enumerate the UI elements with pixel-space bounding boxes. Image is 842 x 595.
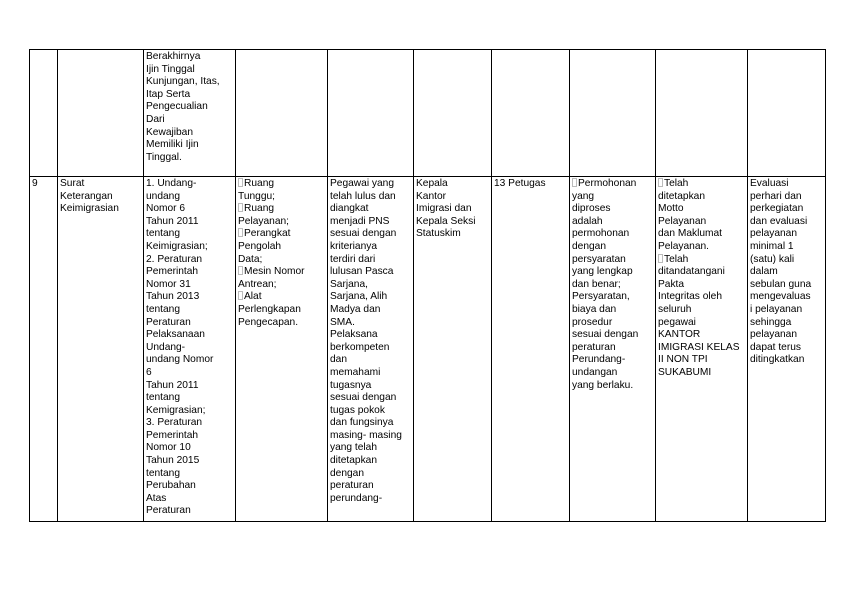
cell-text-line: 2. Peraturan <box>146 253 203 265</box>
cell-text-line: yang telah <box>330 442 378 454</box>
cell-text-line: Pelayanan <box>658 215 707 227</box>
cell-text-line: Motto <box>658 203 684 215</box>
cell-text-line: dalam <box>750 266 778 278</box>
cell-pengawasan <box>414 177 492 522</box>
bullet-icon <box>658 254 663 263</box>
cell-text-line: Keimigrasian; <box>146 240 208 252</box>
cell-pengawasan <box>414 50 492 177</box>
cell-text-line: Undang- <box>146 341 186 353</box>
cell-text-line: Ruang <box>238 178 325 191</box>
cell-text-line: dengan <box>572 240 606 252</box>
cell-text-line: seluruh <box>658 303 692 315</box>
cell-text-line: Atas <box>146 492 167 504</box>
cell-jenis <box>58 177 144 522</box>
cell-text-line: Perlengkapan <box>238 303 301 315</box>
cell-text-line: Integritas oleh <box>658 291 722 303</box>
cell-keamanan <box>656 50 748 177</box>
cell-text-line: sesuai dengan <box>572 329 639 341</box>
bullet-icon <box>238 266 243 275</box>
cell-text-line: tugasnya <box>330 379 372 391</box>
cell-text-line: diproses <box>572 203 611 215</box>
cell-text-line: 6 <box>146 366 152 378</box>
cell-text-line: Pemerintah <box>146 266 199 278</box>
cell-text-line: Tahun 2015 <box>146 455 200 467</box>
bullet-icon <box>238 228 243 237</box>
cell-dasar-hukum <box>144 177 236 522</box>
cell-text-line: berkompeten <box>330 341 390 353</box>
cell-sarana <box>236 177 328 522</box>
cell-jaminan <box>570 177 656 522</box>
cell-text-line: Pelaksana <box>330 329 378 341</box>
cell-text-line: Tunggu; <box>238 190 276 202</box>
cell-text-line: tentang <box>146 392 180 404</box>
cell-text-line: pelayanan <box>750 228 798 240</box>
cell-text-line: tentang <box>146 467 180 479</box>
cell-text-line: Nomor 31 <box>146 278 191 290</box>
cell-text-line: Telah <box>658 254 745 267</box>
cell-text-line: perkegiatan <box>750 203 804 215</box>
cell-text-line: IMIGRASI KELAS <box>658 341 740 353</box>
cell-text-line: dan benar; <box>572 278 621 290</box>
cell-text-line: yang berlaku. <box>572 379 634 391</box>
cell-text-line: Sarjana, Alih <box>330 291 388 303</box>
cell-text-line: sesuai dengan <box>330 392 397 404</box>
cell-text-line: Pengecapan. <box>238 316 299 328</box>
cell-evaluasi <box>748 50 826 177</box>
cell-text-line: Permohonan <box>572 178 653 191</box>
cell-no: 9 <box>30 177 58 522</box>
cell-text-line: Kemigrasian; <box>146 404 206 416</box>
cell-text-line: dan evaluasi <box>750 215 808 227</box>
bullet-icon <box>238 291 243 300</box>
cell-text-line: Antrean; <box>238 278 277 290</box>
cell-text-line: Keimigrasian <box>60 203 119 215</box>
cell-text-line: Madya dan <box>330 303 381 315</box>
cell-text-line: Perangkat <box>238 228 325 241</box>
cell-text-line: pelayanan <box>750 329 798 341</box>
cell-text-line: permohonan <box>572 228 630 240</box>
cell-text-line: Berakhirnya <box>146 51 201 62</box>
cell-text-line: Kantor <box>416 190 447 202</box>
cell-text-line: mengevaluas <box>750 291 811 303</box>
cell-text-line: kriterianya <box>330 240 377 252</box>
cell-evaluasi <box>748 177 826 522</box>
cell-jenis <box>58 50 144 177</box>
cell-text-line: Kepala Seksi <box>416 215 476 227</box>
cell-text-line: Kewajiban <box>146 126 194 138</box>
cell-text-line: dan <box>330 354 347 366</box>
cell-keamanan <box>656 177 748 522</box>
cell-text-line: 1. Undang- <box>146 178 197 189</box>
cell-text-line: ditandatangani <box>658 266 725 278</box>
cell-text-line: Pengecualian <box>146 101 208 113</box>
cell-text-line: tentang <box>146 228 180 240</box>
cell-text-line: Tahun 2011 <box>146 379 199 391</box>
bullet-icon <box>238 203 243 212</box>
cell-text-line: Ijin Tinggal <box>146 63 195 75</box>
cell-text-line: biaya dan <box>572 303 617 315</box>
cell-text-line: Nomor 10 <box>146 442 191 454</box>
service-standard-table <box>29 49 826 522</box>
cell-text-line: Pengolah <box>238 240 282 252</box>
cell-text-line: Surat <box>60 178 85 189</box>
cell-text-line: sebulan guna <box>750 278 812 290</box>
cell-text-line: terdiri dari <box>330 253 376 265</box>
cell-text-line: Tinggal. <box>146 151 182 163</box>
cell-text-line: prosedur <box>572 316 613 328</box>
cell-text-line: sehingga <box>750 316 792 328</box>
table-row <box>30 50 826 177</box>
cell-text-line: Keterangan <box>60 190 113 202</box>
cell-text-line: Pegawai yang <box>330 178 395 189</box>
cell-text-line: minimal 1 <box>750 240 794 252</box>
cell-text-line: undang Nomor <box>146 354 214 366</box>
cell-text-line: peraturan <box>330 480 374 492</box>
cell-text-line: Telah <box>658 178 745 191</box>
cell-text-line: ditetapkan <box>658 190 706 202</box>
cell-dasar-hukum <box>144 50 236 177</box>
cell-text-line: masing- masing <box>330 429 402 441</box>
cell-text-line: II NON TPI <box>658 354 708 366</box>
cell-text-line: i pelayanan <box>750 303 803 315</box>
cell-text-line: 3. Peraturan <box>146 417 203 429</box>
cell-text-line: Evaluasi <box>750 178 789 189</box>
cell-text-line: dan fungsinya <box>330 417 394 429</box>
cell-text-line: tentang <box>146 303 180 315</box>
cell-text-line: Pemerintah <box>146 429 199 441</box>
cell-text-line: Kepala <box>416 178 448 189</box>
cell-text-line: ditetapkan <box>330 455 378 467</box>
cell-text-line: telah lulus dan <box>330 190 396 202</box>
cell-text-line: Dari <box>146 113 165 125</box>
cell-text-line: Pelayanan. <box>658 240 709 252</box>
cell-no <box>30 50 58 177</box>
cell-text-line: perundang- <box>330 492 383 504</box>
cell-text-line: undangan <box>572 366 618 378</box>
cell-text-line: persyaratan <box>572 253 626 265</box>
cell-text-line: Memiliki Ijin <box>146 139 199 151</box>
cell-jumlah <box>492 50 570 177</box>
cell-text-line: Persyaratan, <box>572 291 630 303</box>
cell-text-line: SUKABUMI <box>658 366 712 378</box>
cell-text-line: Pakta <box>658 278 685 290</box>
cell-text-line: dan Maklumat <box>658 228 722 240</box>
cell-text-line: Perundang- <box>572 354 626 366</box>
table-row <box>30 177 826 522</box>
cell-text-line: Alat <box>238 291 325 304</box>
cell-text-line: Mesin Nomor <box>238 266 325 279</box>
cell-text-line: 13 Petugas <box>494 178 546 189</box>
cell-jumlah <box>492 177 570 522</box>
cell-text-line: memahami <box>330 366 381 378</box>
cell-kompetensi <box>328 177 414 522</box>
cell-jaminan <box>570 50 656 177</box>
cell-text-line: menjadi PNS <box>330 215 390 227</box>
cell-text-line: perhari dan <box>750 190 802 202</box>
bullet-icon <box>572 178 577 187</box>
cell-text-line: Data; <box>238 253 263 265</box>
cell-text-line: Pelayanan; <box>238 215 289 227</box>
cell-text-line: dapat terus <box>750 341 801 353</box>
cell-text-line: lulusan Pasca <box>330 266 394 278</box>
cell-text-line: SMA. <box>330 316 355 328</box>
cell-text-line: diangkat <box>330 203 369 215</box>
cell-text-line: yang lengkap <box>572 266 633 278</box>
cell-text-line: tugas pokok <box>330 404 385 416</box>
cell-text-line: Ruang <box>238 203 325 216</box>
cell-text-line: Tahun 2011 <box>146 215 199 227</box>
cell-text-line: Kunjungan, Itas, <box>146 76 220 88</box>
cell-text-line: (satu) kali <box>750 253 795 265</box>
cell-text-line: sesuai dengan <box>330 228 397 240</box>
cell-text-line: Pelaksanaan <box>146 329 205 341</box>
cell-text-line: ditingkatkan <box>750 354 805 366</box>
cell-text-line: KANTOR <box>658 329 701 341</box>
cell-text-line: Sarjana, <box>330 278 368 290</box>
cell-text-line: Tahun 2013 <box>146 291 200 303</box>
cell-text-line: Nomor 6 <box>146 203 186 215</box>
cell-sarana <box>236 50 328 177</box>
bullet-icon <box>238 178 243 187</box>
cell-text-line: pegawai <box>658 316 696 328</box>
cell-text-line: Perubahan <box>146 480 196 492</box>
cell-text-line: peraturan <box>572 341 616 353</box>
cell-text-line: Imigrasi dan <box>416 203 472 215</box>
cell-text-line: Peraturan <box>146 316 191 328</box>
cell-text-line: Peraturan <box>146 505 191 517</box>
cell-text-line: undang <box>146 190 180 202</box>
cell-text-line: Itap Serta <box>146 88 191 100</box>
bullet-icon <box>658 178 663 187</box>
cell-text-line: Statuskim <box>416 228 461 240</box>
cell-text-line: adalah <box>572 215 603 227</box>
cell-kompetensi <box>328 50 414 177</box>
cell-text-line: yang <box>572 190 595 202</box>
cell-text-line: dengan <box>330 467 364 479</box>
